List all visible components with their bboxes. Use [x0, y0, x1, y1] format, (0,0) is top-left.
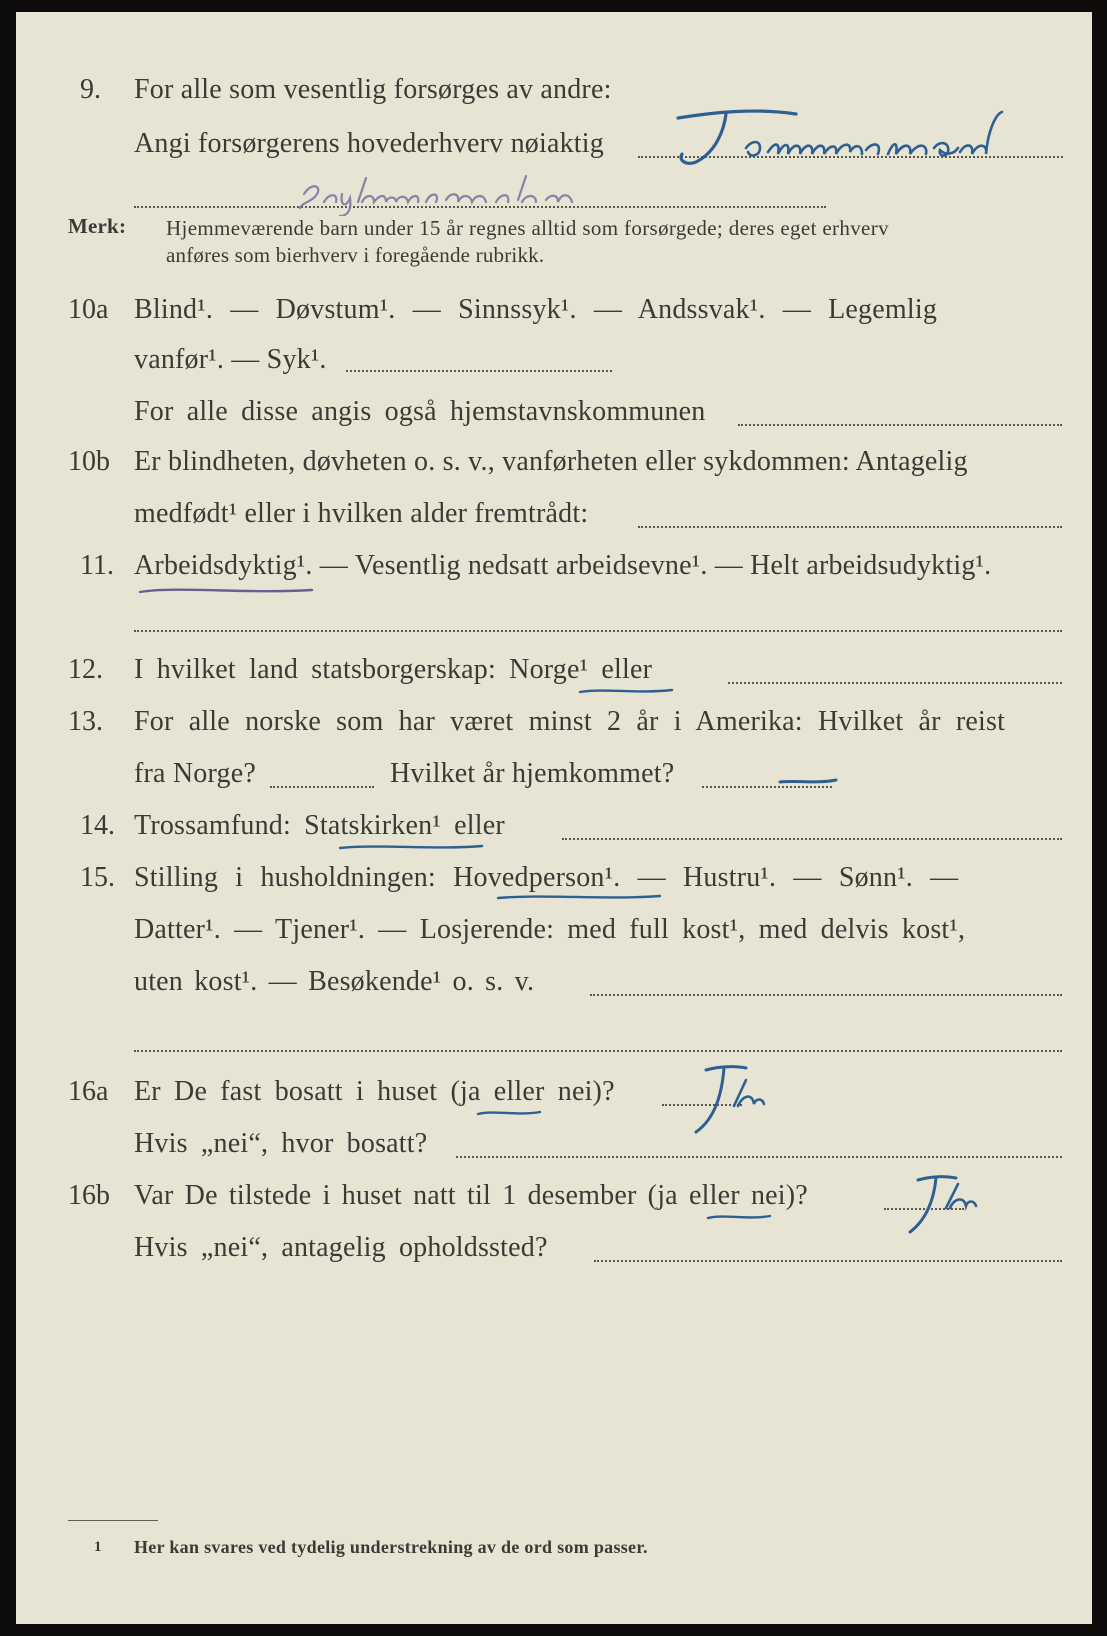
underline-mark [576, 684, 676, 698]
note-text-line-1: Hjemmeværende barn under 15 år regnes alltid som forsørgede; deres eget erhverv [166, 216, 889, 240]
answer-line [738, 424, 1062, 426]
question-13-text-line-2a: fra Norge? [134, 758, 256, 789]
question-15-text-line-1: Stilling i husholdningen: Hovedperson¹. — Hustru¹. — Sønn¹. — [134, 862, 959, 893]
question-10a-number: 10a [68, 294, 109, 325]
answer-line [594, 1260, 1062, 1262]
question-15-number: 15. [80, 862, 115, 893]
answer-line [728, 682, 1062, 684]
question-16b-text: Var De tilstede i huset natt til 1 desember (ja eller nei)? [134, 1180, 808, 1211]
question-10a-text-line-1: Blind¹. — Døvstum¹. — Sinnssyk¹. — Andssvak¹. — Legemlig [134, 294, 938, 325]
underline-mark [474, 1106, 544, 1120]
question-9-number: 9. [80, 74, 101, 105]
footnote-text: Her kan svares ved tydelig understrekning av de ord som passer. [134, 1537, 648, 1557]
question-13-text-line-2b: Hvilket år hjemkommet? [390, 758, 675, 789]
question-10a-text-line-3: For alle disse angis også hjemstavnskommunen [134, 396, 706, 427]
answer-line [562, 838, 1062, 840]
handwritten-answer-16b [896, 1172, 996, 1242]
answer-line [134, 630, 1062, 632]
question-9-prompt: Angi forsørgerens hovederhverv nøiaktig [134, 128, 604, 159]
answer-line [346, 370, 612, 372]
question-16a-text: Er De fast bosatt i huset (ja eller nei)? [134, 1076, 615, 1107]
handwritten-answer-9-continued [296, 172, 836, 216]
handwritten-answer-9 [656, 100, 1076, 175]
question-16a-number: 16a [68, 1076, 109, 1107]
question-11-number: 11. [80, 550, 114, 581]
handwritten-answer-16a [676, 1062, 776, 1142]
underline-mark [704, 1210, 774, 1224]
answer-line [590, 994, 1062, 996]
underline-mark [336, 840, 486, 854]
question-14-text: Trossamfund: Statskirken¹ eller [134, 810, 505, 841]
underline-mark [494, 890, 664, 904]
answer-line [638, 526, 1062, 528]
footnote-rule [68, 1520, 158, 1521]
question-11-text: Arbeidsdyktig¹. — Vesentlig nedsatt arbeidsevne¹. — Helt arbeidsudyktig¹. [134, 550, 992, 581]
question-10b-text-line-2: medfødt¹ eller i hvilken alder fremtrådt: [134, 498, 589, 529]
question-10b-text-line-1: Er blindheten, døvheten o. s. v., vanførheten eller sykdommen: Antagelig [134, 446, 968, 477]
question-10b-number: 10b [68, 446, 110, 477]
census-form-page [16, 12, 1092, 1624]
question-13-text-line-1: For alle norske som har været minst 2 år i Amerika: Hvilket år reist [134, 706, 1006, 737]
question-16b-number: 16b [68, 1180, 110, 1211]
question-9-text: For alle som vesentlig forsørges av andre: [134, 74, 612, 105]
question-15-text-line-2: Datter¹. — Tjener¹. — Losjerende: med full kost¹, med delvis kost¹, [134, 914, 966, 945]
question-10a-text-line-2: vanfør¹. — Syk¹. [134, 344, 327, 375]
dash-mark [776, 772, 846, 792]
question-13-number: 13. [68, 706, 103, 737]
question-15-text-line-3: uten kost¹. — Besøkende¹ o. s. v. [134, 966, 535, 997]
underline-mark [136, 584, 316, 598]
answer-line [134, 1050, 1062, 1052]
note-label: Merk: [68, 214, 127, 238]
footnote-mark: 1 [94, 1539, 102, 1555]
question-12-number: 12. [68, 654, 103, 685]
answer-line [270, 786, 374, 788]
note-text-line-2: anføres som bierhverv i foregående rubrikk. [166, 243, 545, 267]
answer-line [456, 1156, 1062, 1158]
question-12-text: I hvilket land statsborgerskap: Norge¹ eller [134, 654, 653, 685]
question-16b-text-line-2: Hvis „nei“, antagelig opholdssted? [134, 1232, 548, 1263]
question-16a-text-line-2: Hvis „nei“, hvor bosatt? [134, 1128, 428, 1159]
question-14-number: 14. [80, 810, 115, 841]
